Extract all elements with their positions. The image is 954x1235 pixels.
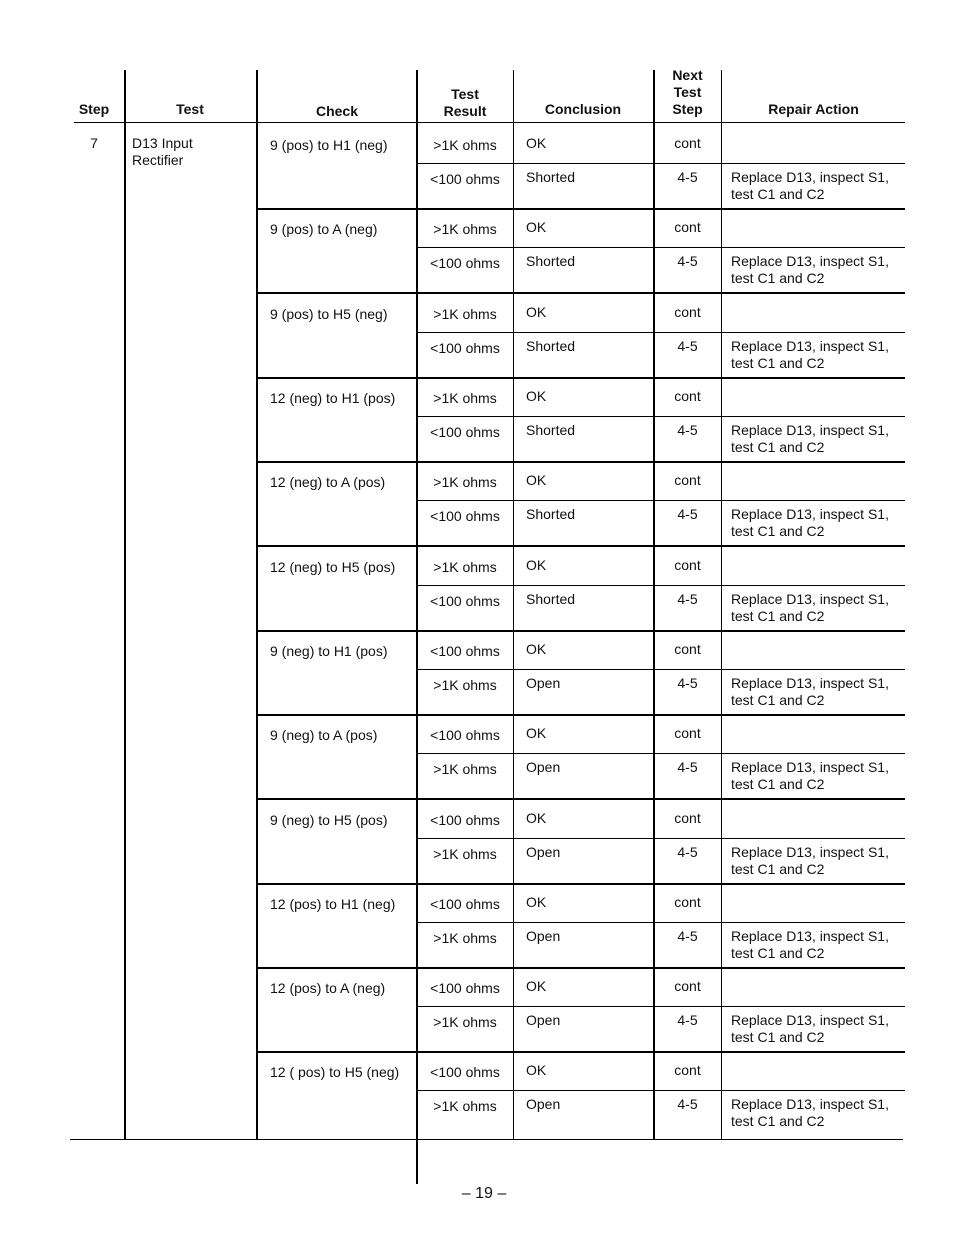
repair-line: test C1 and C2: [731, 439, 825, 455]
test-result-cell: >1K ohms: [433, 1098, 497, 1114]
group-divider: [258, 292, 905, 294]
next-step-cell: 4-5: [677, 422, 698, 438]
group-divider: [258, 1051, 905, 1053]
check-cell: 12 (neg) to A (pos): [270, 474, 386, 490]
repair-line: Replace D13, inspect S1,: [731, 928, 889, 944]
conclusion-cell: Open: [526, 928, 561, 944]
test-result-cell: <100 ohms: [430, 643, 500, 659]
next-step-cell: 4-5: [677, 591, 698, 607]
test-name: [132, 135, 256, 169]
conclusion-cell: Shorted: [526, 506, 576, 522]
repair-action-cell: [731, 1096, 903, 1130]
repair-action-cell: [731, 338, 903, 372]
check-cell: 9 (neg) to H5 (pos): [270, 812, 388, 828]
repair-line: test C1 and C2: [731, 861, 825, 877]
test-result-cell: <100 ohms: [430, 727, 500, 743]
next-step-cell: 4-5: [677, 928, 698, 944]
row-divider: [418, 163, 905, 164]
repair-action-cell: [731, 759, 903, 793]
row-divider: [418, 332, 905, 333]
repair-line: test C1 and C2: [731, 1029, 825, 1045]
repair-action-cell: [731, 169, 903, 203]
conclusion-cell: Shorted: [526, 422, 576, 438]
conclusion-cell: Open: [526, 844, 561, 860]
header-next-line1: Next: [672, 67, 703, 83]
repair-line: Replace D13, inspect S1,: [731, 422, 889, 438]
row-divider: [418, 500, 905, 501]
check-cell: 9 (neg) to H1 (pos): [270, 643, 388, 659]
divider-conclusion-next: [653, 70, 655, 1140]
next-step-cell: 4-5: [677, 338, 698, 354]
conclusion-cell: Open: [526, 759, 561, 775]
repair-action-cell: [731, 675, 903, 709]
next-step-cell: 4-5: [677, 675, 698, 691]
next-step-cell: 4-5: [677, 759, 698, 775]
next-step-cell: cont: [674, 810, 701, 826]
repair-line: Replace D13, inspect S1,: [731, 169, 889, 185]
repair-action-cell: [731, 253, 903, 287]
test-name-line2: Rectifier: [132, 152, 184, 168]
next-step-cell: 4-5: [677, 169, 698, 185]
check-cell: 9 (neg) to A (pos): [270, 727, 378, 743]
next-step-cell: cont: [674, 304, 701, 320]
test-name-line1: D13 Input: [132, 135, 193, 151]
next-step-cell: cont: [674, 135, 701, 151]
row-divider: [418, 247, 905, 248]
repair-line: test C1 and C2: [731, 608, 825, 624]
header-test-result-line2: Result: [443, 103, 487, 119]
check-cell: 12 (pos) to A (neg): [270, 980, 386, 996]
group-divider: [258, 545, 905, 547]
conclusion-cell: Shorted: [526, 338, 576, 354]
conclusion-cell: OK: [526, 641, 547, 657]
repair-line: Replace D13, inspect S1,: [731, 1012, 889, 1028]
next-step-cell: 4-5: [677, 1096, 698, 1112]
next-step-cell: cont: [674, 894, 701, 910]
header-rule: [74, 122, 905, 123]
page-number: – 19 –: [461, 1185, 507, 1202]
group-divider: [258, 967, 905, 969]
conclusion-cell: Shorted: [526, 591, 576, 607]
repair-line: test C1 and C2: [731, 270, 825, 286]
row-divider: [418, 585, 905, 586]
test-result-cell: <100 ohms: [430, 980, 500, 996]
header-next-line3: Step: [672, 101, 703, 117]
header-test-result-line1: Test: [451, 86, 479, 102]
next-step-cell: cont: [674, 219, 701, 235]
next-step-cell: cont: [674, 557, 701, 573]
next-step-cell: cont: [674, 978, 701, 994]
repair-line: Replace D13, inspect S1,: [731, 675, 889, 691]
repair-line: Replace D13, inspect S1,: [731, 1096, 889, 1112]
group-divider: [258, 883, 905, 885]
test-result-cell: >1K ohms: [433, 1014, 497, 1030]
conclusion-cell: OK: [526, 1062, 547, 1078]
row-divider: [418, 838, 905, 839]
divider-result-conclusion: [513, 70, 514, 1140]
test-result-cell: >1K ohms: [433, 930, 497, 946]
conclusion-cell: OK: [526, 725, 547, 741]
header-conclusion: Conclusion: [544, 101, 622, 117]
divider-check-result: [416, 70, 418, 1184]
header-next-line2: Test: [673, 84, 702, 100]
next-step-cell: cont: [674, 1062, 701, 1078]
check-cell: 9 (pos) to A (neg): [270, 221, 378, 237]
group-divider: [258, 630, 905, 632]
test-result-cell: >1K ohms: [433, 474, 497, 490]
next-step-cell: cont: [674, 388, 701, 404]
conclusion-cell: OK: [526, 135, 547, 151]
divider-step-test: [124, 70, 126, 1140]
repair-line: test C1 and C2: [731, 776, 825, 792]
group-divider: [258, 377, 905, 379]
header-test-result: [418, 86, 512, 120]
next-step-cell: 4-5: [677, 506, 698, 522]
group-divider: [258, 208, 905, 210]
conclusion-cell: Open: [526, 675, 561, 691]
check-cell: 12 (pos) to H1 (neg): [270, 896, 396, 912]
repair-line: Replace D13, inspect S1,: [731, 506, 889, 522]
repair-line: Replace D13, inspect S1,: [731, 253, 889, 269]
repair-line: test C1 and C2: [731, 1113, 825, 1129]
conclusion-cell: Shorted: [526, 169, 576, 185]
repair-action-cell: [731, 591, 903, 625]
group-divider: [258, 461, 905, 463]
step-number: 7: [90, 135, 98, 151]
next-step-cell: cont: [674, 472, 701, 488]
next-step-cell: 4-5: [677, 844, 698, 860]
header-repair-action: Repair Action: [768, 101, 859, 117]
header-step: Step: [78, 101, 110, 117]
repair-line: test C1 and C2: [731, 355, 825, 371]
check-cell: 9 (pos) to H5 (neg): [270, 306, 388, 322]
row-divider: [418, 753, 905, 754]
row-divider: [418, 922, 905, 923]
test-result-cell: >1K ohms: [433, 846, 497, 862]
group-divider: [258, 714, 905, 716]
divider-test-check: [256, 70, 258, 1140]
conclusion-cell: OK: [526, 557, 547, 573]
next-step-cell: cont: [674, 725, 701, 741]
conclusion-cell: OK: [526, 472, 547, 488]
conclusion-cell: OK: [526, 304, 547, 320]
row-divider: [418, 669, 905, 670]
test-result-cell: <100 ohms: [430, 812, 500, 828]
test-result-cell: <100 ohms: [430, 1064, 500, 1080]
next-step-cell: 4-5: [677, 1012, 698, 1028]
test-result-cell: <100 ohms: [430, 171, 500, 187]
repair-action-cell: [731, 422, 903, 456]
repair-action-cell: [731, 506, 903, 540]
test-result-cell: <100 ohms: [430, 340, 500, 356]
repair-line: test C1 and C2: [731, 692, 825, 708]
test-result-cell: <100 ohms: [430, 896, 500, 912]
test-result-cell: >1K ohms: [433, 306, 497, 322]
repair-line: Replace D13, inspect S1,: [731, 759, 889, 775]
repair-line: test C1 and C2: [731, 945, 825, 961]
check-cell: 12 ( pos) to H5 (neg): [270, 1064, 400, 1080]
test-result-cell: <100 ohms: [430, 424, 500, 440]
repair-line: Replace D13, inspect S1,: [731, 591, 889, 607]
header-check: Check: [315, 103, 359, 119]
check-cell: 9 (pos) to H1 (neg): [270, 137, 388, 153]
repair-line: Replace D13, inspect S1,: [731, 844, 889, 860]
divider-next-repair: [721, 70, 722, 1140]
next-step-cell: 4-5: [677, 253, 698, 269]
test-result-cell: >1K ohms: [433, 677, 497, 693]
conclusion-cell: OK: [526, 388, 547, 404]
repair-action-cell: [731, 1012, 903, 1046]
repair-action-cell: [731, 844, 903, 878]
group-divider: [258, 798, 905, 800]
next-step-cell: cont: [674, 641, 701, 657]
header-next-test-step: [655, 67, 720, 118]
conclusion-cell: Open: [526, 1012, 561, 1028]
test-result-cell: >1K ohms: [433, 761, 497, 777]
test-result-cell: <100 ohms: [430, 508, 500, 524]
repair-line: test C1 and C2: [731, 523, 825, 539]
test-result-cell: >1K ohms: [433, 390, 497, 406]
conclusion-cell: OK: [526, 978, 547, 994]
conclusion-cell: OK: [526, 894, 547, 910]
conclusion-cell: OK: [526, 810, 547, 826]
conclusion-cell: Open: [526, 1096, 561, 1112]
conclusion-cell: Shorted: [526, 253, 576, 269]
test-result-cell: <100 ohms: [430, 593, 500, 609]
check-cell: 12 (neg) to H5 (pos): [270, 559, 396, 575]
test-result-cell: <100 ohms: [430, 255, 500, 271]
test-result-cell: >1K ohms: [433, 559, 497, 575]
table-bottom-rule: [70, 1139, 903, 1140]
row-divider: [418, 416, 905, 417]
repair-action-cell: [731, 928, 903, 962]
repair-line: Replace D13, inspect S1,: [731, 338, 889, 354]
header-test: Test: [176, 101, 204, 117]
check-cell: 12 (neg) to H1 (pos): [270, 390, 396, 406]
test-result-cell: >1K ohms: [433, 137, 497, 153]
row-divider: [418, 1006, 905, 1007]
row-divider: [418, 1090, 905, 1091]
repair-line: test C1 and C2: [731, 186, 825, 202]
test-result-cell: >1K ohms: [433, 221, 497, 237]
conclusion-cell: OK: [526, 219, 547, 235]
